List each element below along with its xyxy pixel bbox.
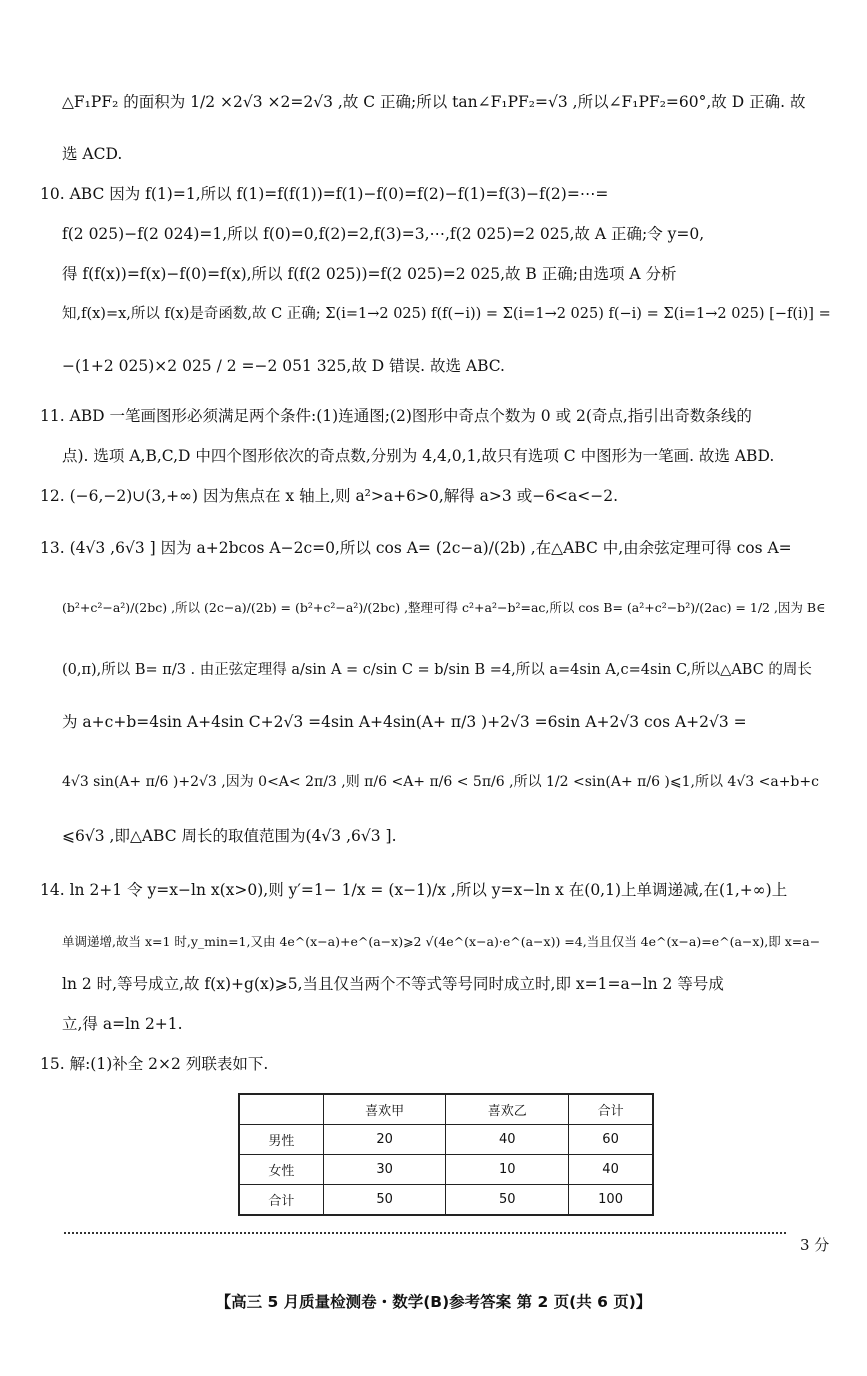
table-cell: 30 bbox=[323, 1155, 446, 1185]
text-line: ln 2 时,等号成立,故 f(x)+g(x)⩾5,当且仅当两个不等式等号同时成立时,即 x=1=a−ln 2 等号成 bbox=[62, 975, 724, 993]
table-row bbox=[239, 1185, 653, 1216]
text-line: △F₁PF₂ 的面积为 1/2 ×2√3 ×2=2√3 ,故 C 正确;所以 tan∠F₁PF₂=√3 ,所以∠F₁PF₂=60°,故 D 正确. 故 bbox=[62, 93, 806, 111]
table-cell: 100 bbox=[569, 1185, 653, 1216]
table-cell: 60 bbox=[569, 1125, 653, 1155]
table-cell: 40 bbox=[446, 1125, 569, 1155]
table-header-cell: 喜欢乙 bbox=[446, 1094, 569, 1125]
text-line: 得 f(f(x))=f(x)−f(0)=f(x),所以 f(f(2 025))=f(2 025)=2 025,故 B 正确;由选项 A 分析 bbox=[62, 265, 677, 283]
table-cell: 20 bbox=[323, 1125, 446, 1155]
text-line: f(2 025)−f(2 024)=1,所以 f(0)=0,f(2)=2,f(3)=3,⋯,f(2 025)=2 025,故 A 正确;令 y=0, bbox=[62, 225, 705, 243]
text-line: 12. (−6,−2)∪(3,+∞) 因为焦点在 x 轴上,则 a²>a+6>0,解得 a>3 或−6<a<−2. bbox=[40, 487, 619, 505]
text-line: (b²+c²−a²)/(2bc) ,所以 (2c−a)/(2b) = (b²+c²−a²)/(2bc) ,整理可得 c²+a²−b²=ac,所以 cos B= (a²+c²−b²)/(2ac) = 1/2 ,因为 B∈ bbox=[62, 600, 826, 615]
table-cell: 10 bbox=[446, 1155, 569, 1185]
table-header-cell: 喜欢甲 bbox=[323, 1094, 446, 1125]
text-line: 立,得 a=ln 2+1. bbox=[62, 1015, 183, 1033]
text-line: −(1+2 025)×2 025 / 2 =−2 051 325,故 D 错误. 故选 ABC. bbox=[62, 357, 505, 375]
table-cell: 40 bbox=[569, 1155, 653, 1185]
text-line: 选 ACD. bbox=[62, 145, 123, 163]
table-header-cell: 合计 bbox=[569, 1094, 653, 1125]
text-line: 为 a+c+b=4sin A+4sin C+2√3 =4sin A+4sin(A+ π/3 )+2√3 =6sin A+2√3 cos A+2√3 = bbox=[62, 713, 747, 731]
text-line: 15. 解:(1)补全 2×2 列联表如下. bbox=[40, 1055, 269, 1073]
contingency-table bbox=[238, 1093, 654, 1216]
table-header-cell bbox=[239, 1094, 323, 1125]
table-header-row bbox=[239, 1094, 653, 1125]
table-cell: 50 bbox=[446, 1185, 569, 1216]
text-line: 单调递增,故当 x=1 时,y_min=1,又由 4e^(x−a)+e^(a−x)⩾2 √(4e^(x−a)·e^(a−x)) =4,当且仅当 4e^(x−a)=e^(a−x),即 x=a− bbox=[62, 934, 821, 949]
table-row bbox=[239, 1155, 653, 1185]
page-footer: 【高三 5 月质量检测卷・数学(B)参考答案 第 2 页(共 6 页)】 bbox=[215, 1293, 652, 1311]
table-cell: 女性 bbox=[239, 1155, 323, 1185]
text-line: 14. ln 2+1 令 y=x−ln x(x>0),则 y′=1− 1/x = (x−1)/x ,所以 y=x−ln x 在(0,1)上单调递减,在(1,+∞)上 bbox=[40, 881, 788, 899]
table-cell: 合计 bbox=[239, 1185, 323, 1216]
table-cell: 50 bbox=[323, 1185, 446, 1216]
text-line: 10. ABC 因为 f(1)=1,所以 f(1)=f(f(1))=f(1)−f(0)=f(2)−f(1)=f(3)−f(2)=⋯= bbox=[40, 185, 609, 203]
table-cell: 男性 bbox=[239, 1125, 323, 1155]
text-line: ⩽6√3 ,即△ABC 周长的取值范围为(4√3 ,6√3 ]. bbox=[62, 827, 397, 845]
text-line: 知,f(x)=x,所以 f(x)是奇函数,故 C 正确; Σ(i=1→2 025) f(f(−i)) = Σ(i=1→2 025) f(−i) = Σ(i=1→2 025) [−f(i)] = bbox=[62, 306, 831, 322]
text-line: (0,π),所以 B= π/3 . 由正弦定理得 a/sin A = c/sin C = b/sin B =4,所以 a=4sin A,c=4sin C,所以△ABC 的周长 bbox=[62, 662, 812, 678]
text-line: 4√3 sin(A+ π/6 )+2√3 ,因为 0<A< 2π/3 ,则 π/6 <A+ π/6 < 5π/6 ,所以 1/2 <sin(A+ π/6 )⩽1,所以 4√3 <a+b+c bbox=[62, 774, 819, 790]
dotted-leader bbox=[64, 1232, 786, 1234]
text-line: 11. ABD 一笔画图形必须满足两个条件:(1)连通图;(2)图形中奇点个数为 0 或 2(奇点,指引出奇数条线的 bbox=[40, 407, 752, 425]
text-line: 13. (4√3 ,6√3 ] 因为 a+2bcos A−2c=0,所以 cos A= (2c−a)/(2b) ,在△ABC 中,由余弦定理可得 cos A= bbox=[40, 539, 792, 557]
table-row bbox=[239, 1125, 653, 1155]
score-label: 3 分 bbox=[800, 1236, 830, 1254]
text-line: 点). 选项 A,B,C,D 中四个图形依次的奇点数,分别为 4,4,0,1,故只有选项 C 中图形为一笔画. 故选 ABD. bbox=[62, 447, 775, 465]
